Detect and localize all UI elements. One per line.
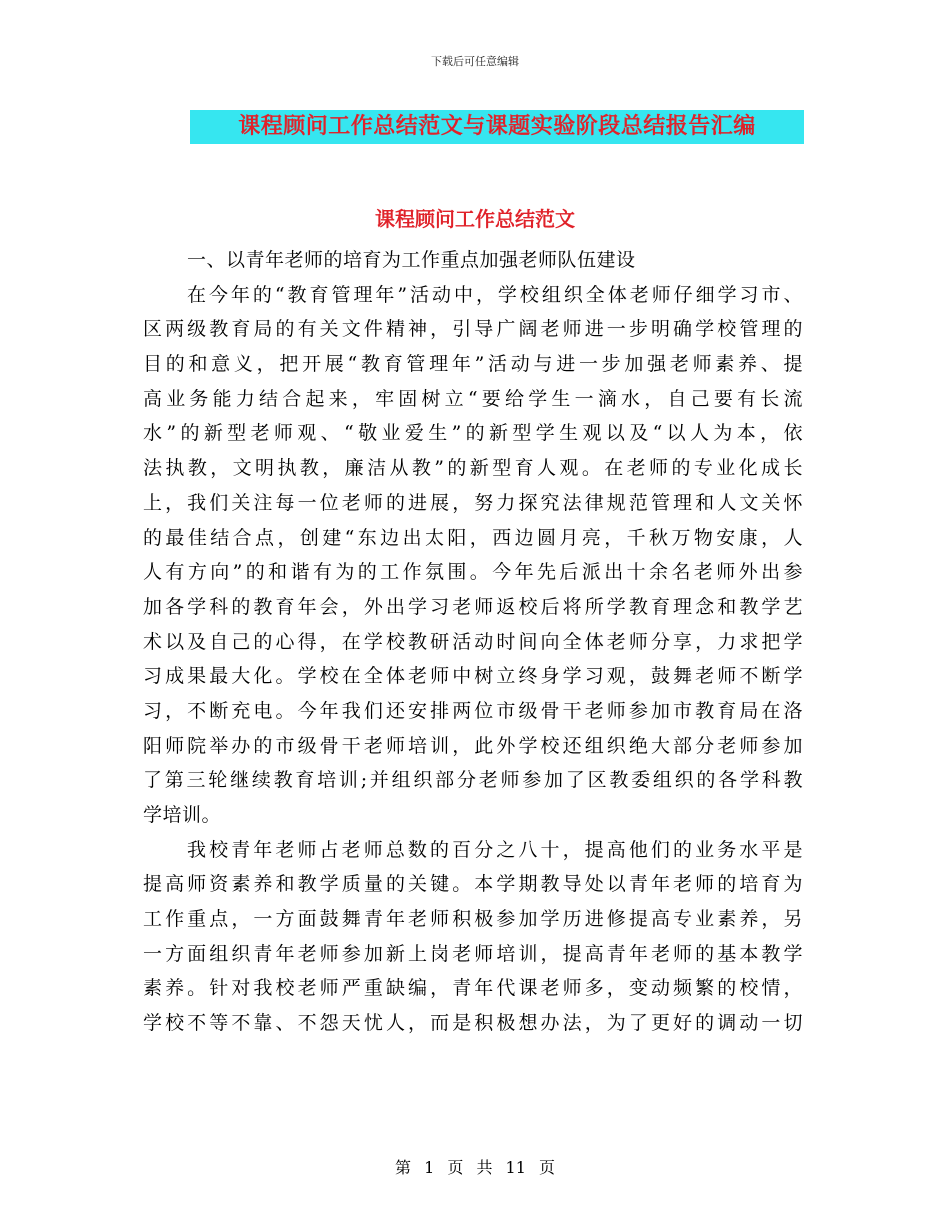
body-line: 人有方向”的和谐有为的工作氛围。今年先后派出十余名老师外出参: [143, 561, 803, 584]
body-line: 一、以青年老师的培育为工作重点加强老师队伍建设: [187, 249, 636, 271]
page-footer: 第 1 页 共 11 页: [395, 1158, 555, 1177]
body-line: 工作重点，一方面鼓舞青年老师积极参加学历进修提高专业素养，另: [143, 908, 803, 931]
body-line: 学培训。: [143, 804, 222, 826]
body-line: 学校不等不靠、不怨天忧人，而是积极想办法，为了更好的调动一切: [143, 1012, 803, 1035]
body-line: 术以及自己的心得，在学校教研活动时间向全体老师分享，力求把学: [143, 630, 803, 653]
body-line: 提高师资素养和教学质量的关键。本学期教导处以青年老师的培育为: [143, 873, 803, 896]
body-line: 法执教，文明执教，廉洁从教”的新型育人观。在老师的专业化成长: [143, 457, 803, 480]
body-line: 水”的新型老师观、“敬业爱生”的新型学生观以及“以人为本，依: [143, 422, 803, 445]
body-line: 的最佳结合点，创建“东边出太阳，西边圆月亮，千秋万物安康，人: [143, 526, 803, 549]
body-line: 高业务能力结合起来，牢固树立“要给学生一滴水，自己要有长流: [143, 387, 803, 410]
body-line: 习，不断充电。今年我们还安排两位市级骨干老师参加市教育局在洛: [143, 699, 803, 722]
body-line: 我校青年老师占老师总数的百分之八十，提高他们的业务水平是: [187, 838, 803, 861]
document-title: 课程顾问工作总结范文与课题实验阶段总结报告汇编: [190, 110, 804, 144]
body-line: 一方面组织青年老师参加新上岗老师培训，提高青年老师的基本教学: [143, 942, 803, 965]
body-line: 目的和意义，把开展“教育管理年”活动与进一步加强老师素养、提: [143, 353, 803, 376]
body-line: 上，我们关注每一位老师的进展，努力探究法律规范管理和人文关怀: [143, 491, 803, 514]
body-line: 阳师院举办的市级骨干老师培训，此外学校还组织绝大部分老师参加: [143, 734, 803, 757]
body-line: 在今年的“教育管理年”活动中，学校组织全体老师仔细学习市、: [187, 283, 803, 306]
body-line: 习成果最大化。学校在全体老师中树立终身学习观，鼓舞老师不断学: [143, 665, 803, 688]
section-title: 课程顾问工作总结范文: [375, 207, 575, 231]
body-line: 素养。针对我校老师严重缺编，青年代课老师多，变动频繁的校情，: [143, 977, 803, 1000]
body-line: 加各学科的教育年会，外出学习老师返校后将所学教育理念和教学艺: [143, 595, 803, 618]
body-text: [143, 243, 803, 1041]
page-header-note: 下载后可任意编辑: [431, 55, 519, 68]
body-line: 了第三轮继续教育培训;并组织部分老师参加了区教委组织的各学科教: [143, 769, 803, 792]
body-line: 区两级教育局的有关文件精神，引导广阔老师进一步明确学校管理的: [143, 318, 803, 341]
